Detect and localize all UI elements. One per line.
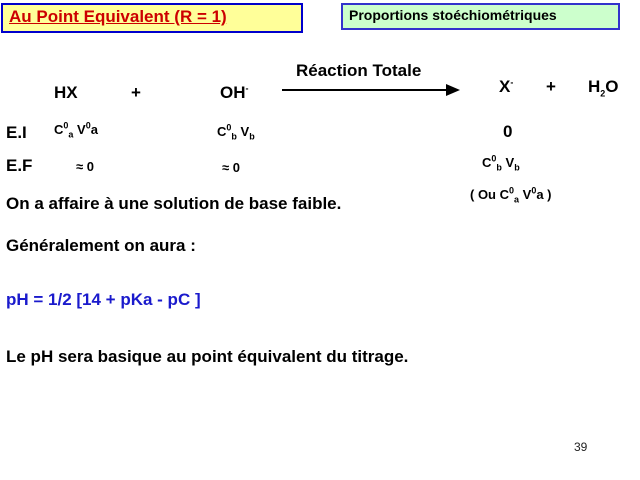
general-statement: Généralement on aura :	[6, 236, 196, 255]
ef-product-alternative: ( Ou $C^0_a$ $V^0a$ )	[470, 185, 552, 205]
ef-acid-quantity: ≈ 0	[76, 159, 94, 174]
product-water: $H_2O$	[588, 77, 619, 99]
ef-product-quantity: $C^0_b$ $V_b$	[482, 153, 520, 173]
conclusion-weak-base: On a affaire à une solution de base faible.	[6, 194, 342, 213]
product-x: X-	[499, 77, 514, 96]
reactant-hx: HX	[54, 83, 78, 102]
ei-product-quantity: 0	[503, 122, 513, 141]
ef-base-quantity: ≈ 0	[222, 160, 240, 175]
topic-badge: Proportions stoéchiométriques	[349, 7, 557, 23]
plus-sign-2: +	[546, 77, 556, 96]
ei-base-quantity: $C^0_b$ $V_b$	[217, 122, 255, 142]
ei-acid-quantity: $C^0_a$ $V^0a$	[54, 120, 98, 140]
row-label-ei: E.I	[6, 123, 27, 142]
page-number: 39	[574, 440, 588, 454]
plus-sign-1: +	[131, 83, 141, 102]
ph-formula: pH = 1/2 [14 + pKa - pC ]	[6, 290, 201, 309]
row-label-ef: E.F	[6, 156, 33, 175]
reactant-oh: OH-	[220, 83, 249, 102]
ph-basic-conclusion: Le pH sera basique au point équivalent du titrage.	[6, 347, 409, 366]
reaction-arrow-icon	[282, 84, 460, 96]
slide-title: Au Point Equivalent (R = 1)	[9, 7, 227, 26]
reaction-label: Réaction Totale	[296, 61, 422, 80]
